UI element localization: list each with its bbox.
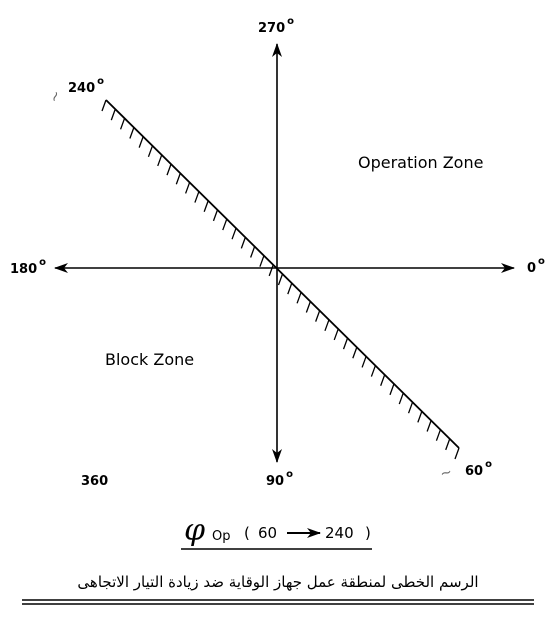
- angle-label-360: 360: [81, 474, 109, 489]
- hatch-mark: [232, 228, 236, 239]
- hatch-mark: [288, 283, 292, 294]
- hatch-mark: [362, 356, 366, 367]
- block-zone-label: Block Zone: [105, 350, 195, 369]
- hatch-mark: [306, 301, 310, 312]
- hatch-mark: [455, 448, 459, 459]
- angle-label-240: 240 $^o$: [68, 76, 105, 96]
- hatch-mark: [121, 118, 125, 129]
- tilde-mark-lower: ~: [438, 464, 454, 483]
- hatch-mark: [316, 311, 320, 322]
- hatch-mark: [111, 109, 115, 120]
- hatch-mark: [241, 237, 245, 248]
- angle-label-270: 270 $^o$: [258, 16, 295, 36]
- hatch-mark: [223, 219, 227, 230]
- hatch-mark: [381, 375, 385, 386]
- hatch-mark: [251, 247, 255, 258]
- angle-label-60: 60 $^o$: [465, 459, 492, 479]
- hatch-mark: [195, 192, 199, 203]
- hatch-mark: [213, 210, 217, 221]
- formula-start-angle: 60: [258, 524, 278, 542]
- hatch-mark: [269, 265, 273, 276]
- figure-caption: الرسم الخطى لمنطقة عمل جهاز الوقاية ضد زيادة التيار الاتجاهى: [77, 573, 479, 591]
- hatch-mark: [344, 338, 348, 349]
- hatch-mark: [436, 430, 440, 441]
- formula-open-paren: (: [244, 524, 250, 542]
- hatch-mark: [427, 421, 431, 432]
- hatch-mark: [176, 173, 180, 184]
- hatch-mark: [279, 274, 283, 285]
- hatch-mark: [158, 155, 162, 166]
- angle-label-0: 0 $^o$: [527, 256, 545, 276]
- formula-end-angle: 240: [325, 524, 354, 542]
- hatch-mark: [204, 201, 208, 212]
- hatch-mark: [446, 439, 450, 450]
- formula-subscript: Op: [212, 529, 231, 544]
- tilde-mark-upper: ~: [46, 88, 66, 105]
- hatch-mark: [353, 347, 357, 358]
- hatch-mark: [148, 146, 152, 157]
- hatch-mark: [139, 137, 143, 148]
- hatch-mark: [186, 182, 190, 193]
- phi-symbol: φ: [184, 513, 206, 548]
- hatch-mark: [325, 320, 329, 331]
- angle-label-180: 180 $^o$: [10, 257, 47, 277]
- operation-zone-label: Operation Zone: [358, 153, 484, 172]
- hatch-mark: [167, 164, 171, 175]
- hatch-mark: [409, 402, 413, 413]
- hatch-mark: [390, 384, 394, 395]
- formula-close-paren: ): [365, 524, 371, 542]
- hatch-mark: [371, 366, 375, 377]
- hatch-mark: [399, 393, 403, 404]
- hatch-mark: [334, 329, 338, 340]
- hatch-mark: [130, 127, 134, 138]
- hatch-mark: [102, 100, 106, 111]
- hatch-mark: [418, 411, 422, 422]
- angle-label-90: 90 $^o$: [266, 469, 293, 489]
- hatch-mark: [260, 256, 264, 267]
- hatch-mark: [297, 292, 301, 303]
